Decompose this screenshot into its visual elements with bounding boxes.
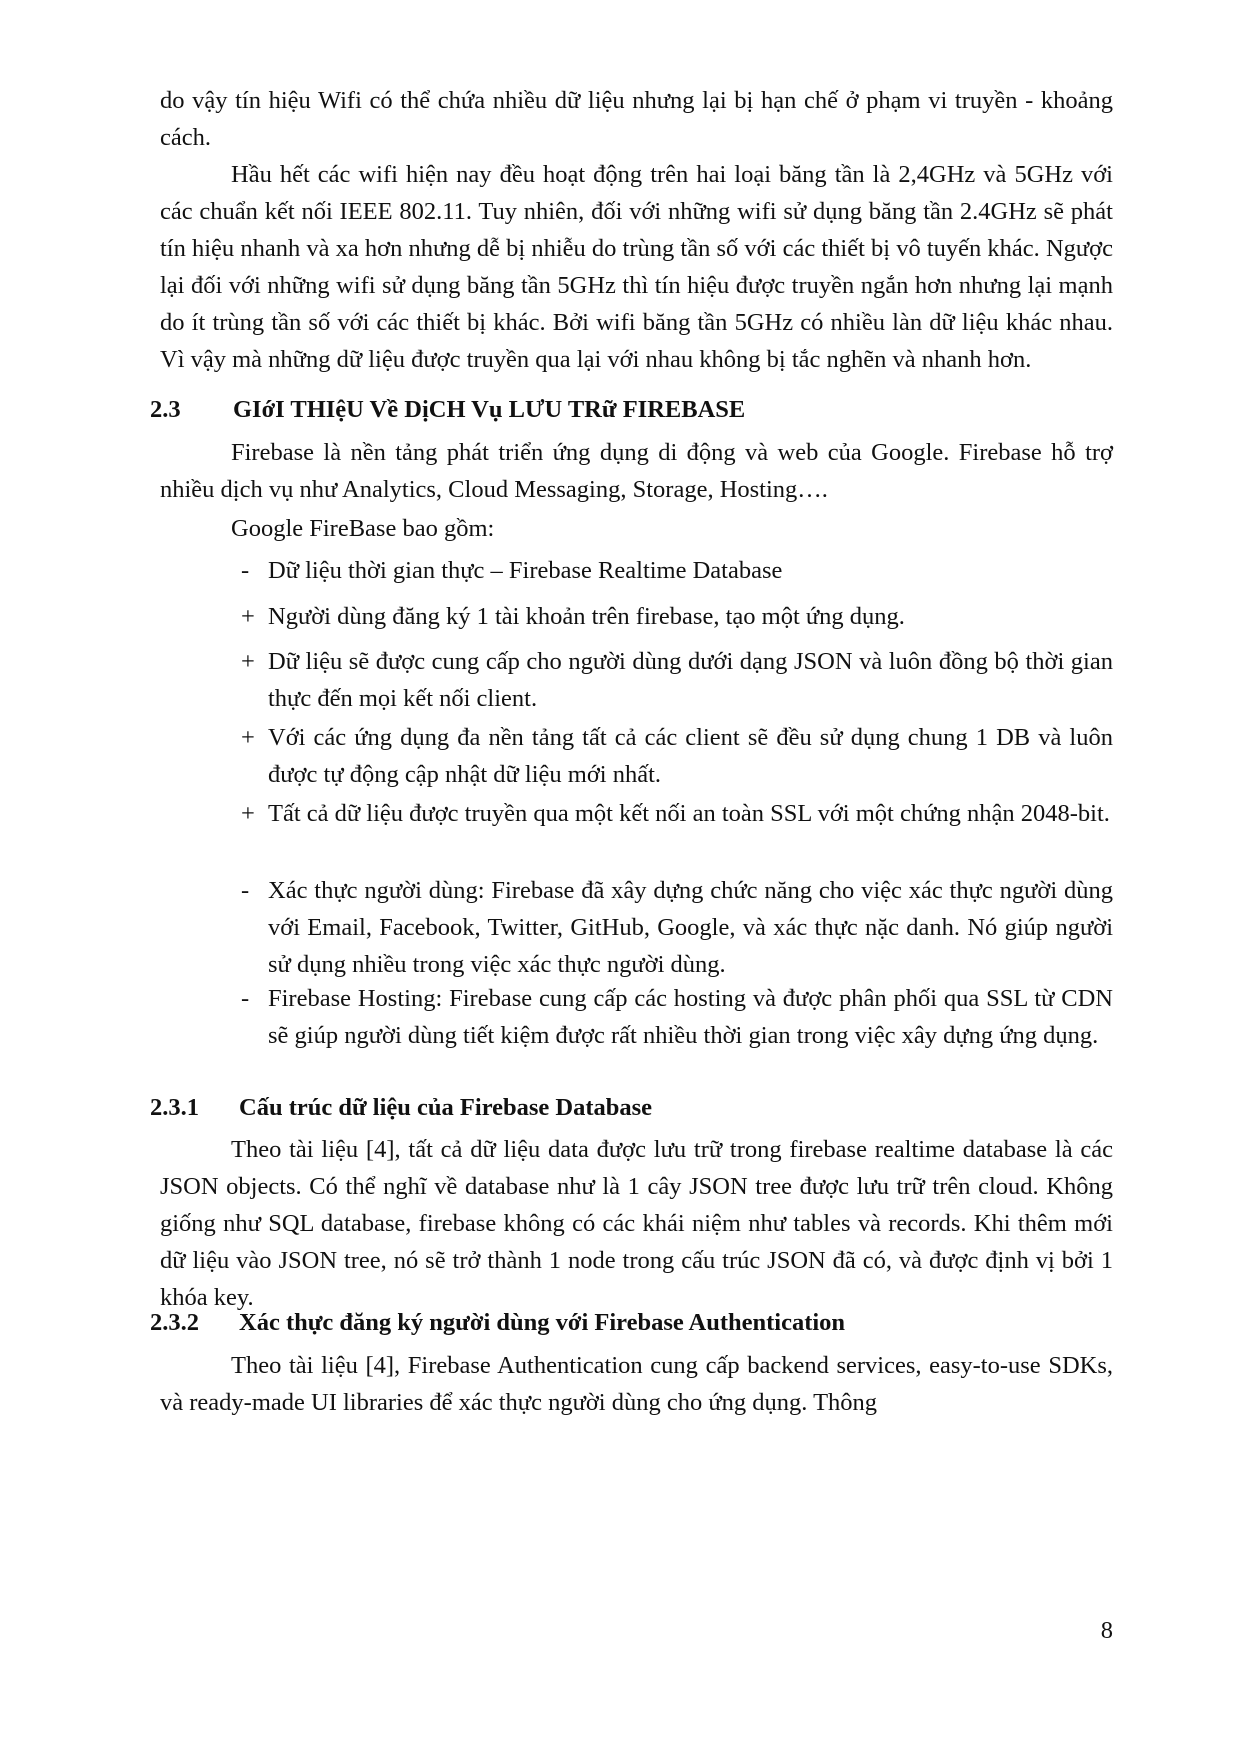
list-item (241, 719, 1113, 793)
paragraph-firebase-includes: Google FireBase bao gồm: (231, 515, 495, 542)
heading-2-3-1 (150, 1089, 652, 1126)
paragraph-firebase-authentication: Theo tài liệu [4], Firebase Authentication cung cấp backend services, easy-to-use SDKs, và ready-made UI libraries để xác thực người dùng cho ứng dụng. Thông (160, 1352, 1113, 1416)
list-item-text: Xác thực người dùng: Firebase đã xây dựng chức năng cho việc xác thực người dùng với Email, Facebook, Twitter, GitHub, Google, và xác thực nặc danh. Nó giúp người sử dụng nhiều trong việc xác thực người dùng. (268, 877, 1113, 978)
list-item (241, 643, 1113, 717)
list-item (241, 795, 1113, 832)
paragraph-firebase-data-structure: Theo tài liệu [4], tất cả dữ liệu data được lưu trữ trong firebase realtime database là các JSON objects. Có thể nghĩ về database như là 1 cây JSON tree được lưu trữ trên cloud. Không giống như SQL database, firebase không có các khái niệm như tables và records. Khi thêm mới dữ liệu vào JSON tree, nó sẽ trở thành 1 node trong cấu trúc JSON đã có, và được định vị bởi 1 khóa key. (160, 1136, 1113, 1311)
list-item-text: Với các ứng dụng đa nền tảng tất cả các client sẽ đều sử dụng chung 1 DB và luôn được tự động cập nhật dữ liệu mới nhất. (268, 724, 1113, 788)
heading-title: GIớI THIệU Về DịCH Vụ LƯU TRữ FIREBASE (233, 396, 746, 423)
list-marker: - (241, 877, 250, 904)
list-marker: + (241, 724, 255, 751)
list-item-text: Người dùng đăng ký 1 tài khoản trên firebase, tạo một ứng dụng. (268, 603, 905, 630)
heading-2-3-2 (150, 1304, 845, 1341)
list-item-text: Dữ liệu sẽ được cung cấp cho người dùng dưới dạng JSON và luôn đồng bộ thời gian thực đến mọi kết nối client. (268, 648, 1113, 712)
paragraph-firebase-intro: Firebase là nền tảng phát triển ứng dụng di động và web của Google. Firebase hỗ trợ nhiều dịch vụ như Analytics, Cloud Messaging, Storage, Hosting…. (160, 439, 1113, 503)
list-item (241, 872, 1113, 983)
list-marker: - (241, 557, 250, 584)
heading-number: 2.3.2 (150, 1309, 199, 1336)
heading-number: 2.3 (150, 396, 181, 423)
paragraph-wifi-range: do vậy tín hiệu Wifi có thể chứa nhiều dữ liệu nhưng lại bị hạn chế ở phạm vi truyền - khoảng cách. (160, 87, 1113, 151)
heading-2-3 (150, 391, 745, 428)
page-number: 8 (1100, 1617, 1113, 1644)
list-item-text: Dữ liệu thời gian thực – Firebase Realtime Database (268, 557, 783, 584)
list-marker: + (241, 603, 255, 630)
paragraph-wifi-bands: Hầu hết các wifi hiện nay đều hoạt động trên hai loại băng tần là 2,4GHz và 5GHz với các chuẩn kết nối IEEE 802.11. Tuy nhiên, đối với những wifi sử dụng băng tần 2.4GHz sẽ phát tín hiệu nhanh và xa hơn nhưng dễ bị nhiễu do trùng tần số với các thiết bị vô tuyến khác. Ngược lại đối với những wifi sử dụng băng tần 5GHz thì tín hiệu được truyền ngắn hơn nhưng lại mạnh do ít trùng tần số với các thiết bị khác. Bởi wifi băng tần 5GHz có nhiều làn dữ liệu khác nhau. Vì vậy mà những dữ liệu được truyền qua lại với nhau không bị tắc nghẽn và nhanh hơn. (160, 161, 1113, 373)
list-item-text: Firebase Hosting: Firebase cung cấp các hosting và được phân phối qua SSL từ CDN sẽ giúp người dùng tiết kiệm được rất nhiều thời gian trong việc xây dựng ứng dụng. (268, 985, 1113, 1049)
heading-number: 2.3.1 (150, 1094, 199, 1121)
heading-title: Cấu trúc dữ liệu của Firebase Database (239, 1094, 653, 1121)
list-item-text: Tất cả dữ liệu được truyền qua một kết nối an toàn SSL với một chứng nhận 2048-bit. (268, 800, 1110, 827)
list-item (241, 980, 1113, 1054)
list-marker: - (241, 985, 250, 1012)
list-marker: + (241, 800, 255, 827)
heading-title: Xác thực đăng ký người dùng với Firebase Authentication (239, 1309, 846, 1336)
list-item (241, 552, 1113, 589)
list-item (241, 598, 1113, 635)
list-marker: + (241, 648, 255, 675)
